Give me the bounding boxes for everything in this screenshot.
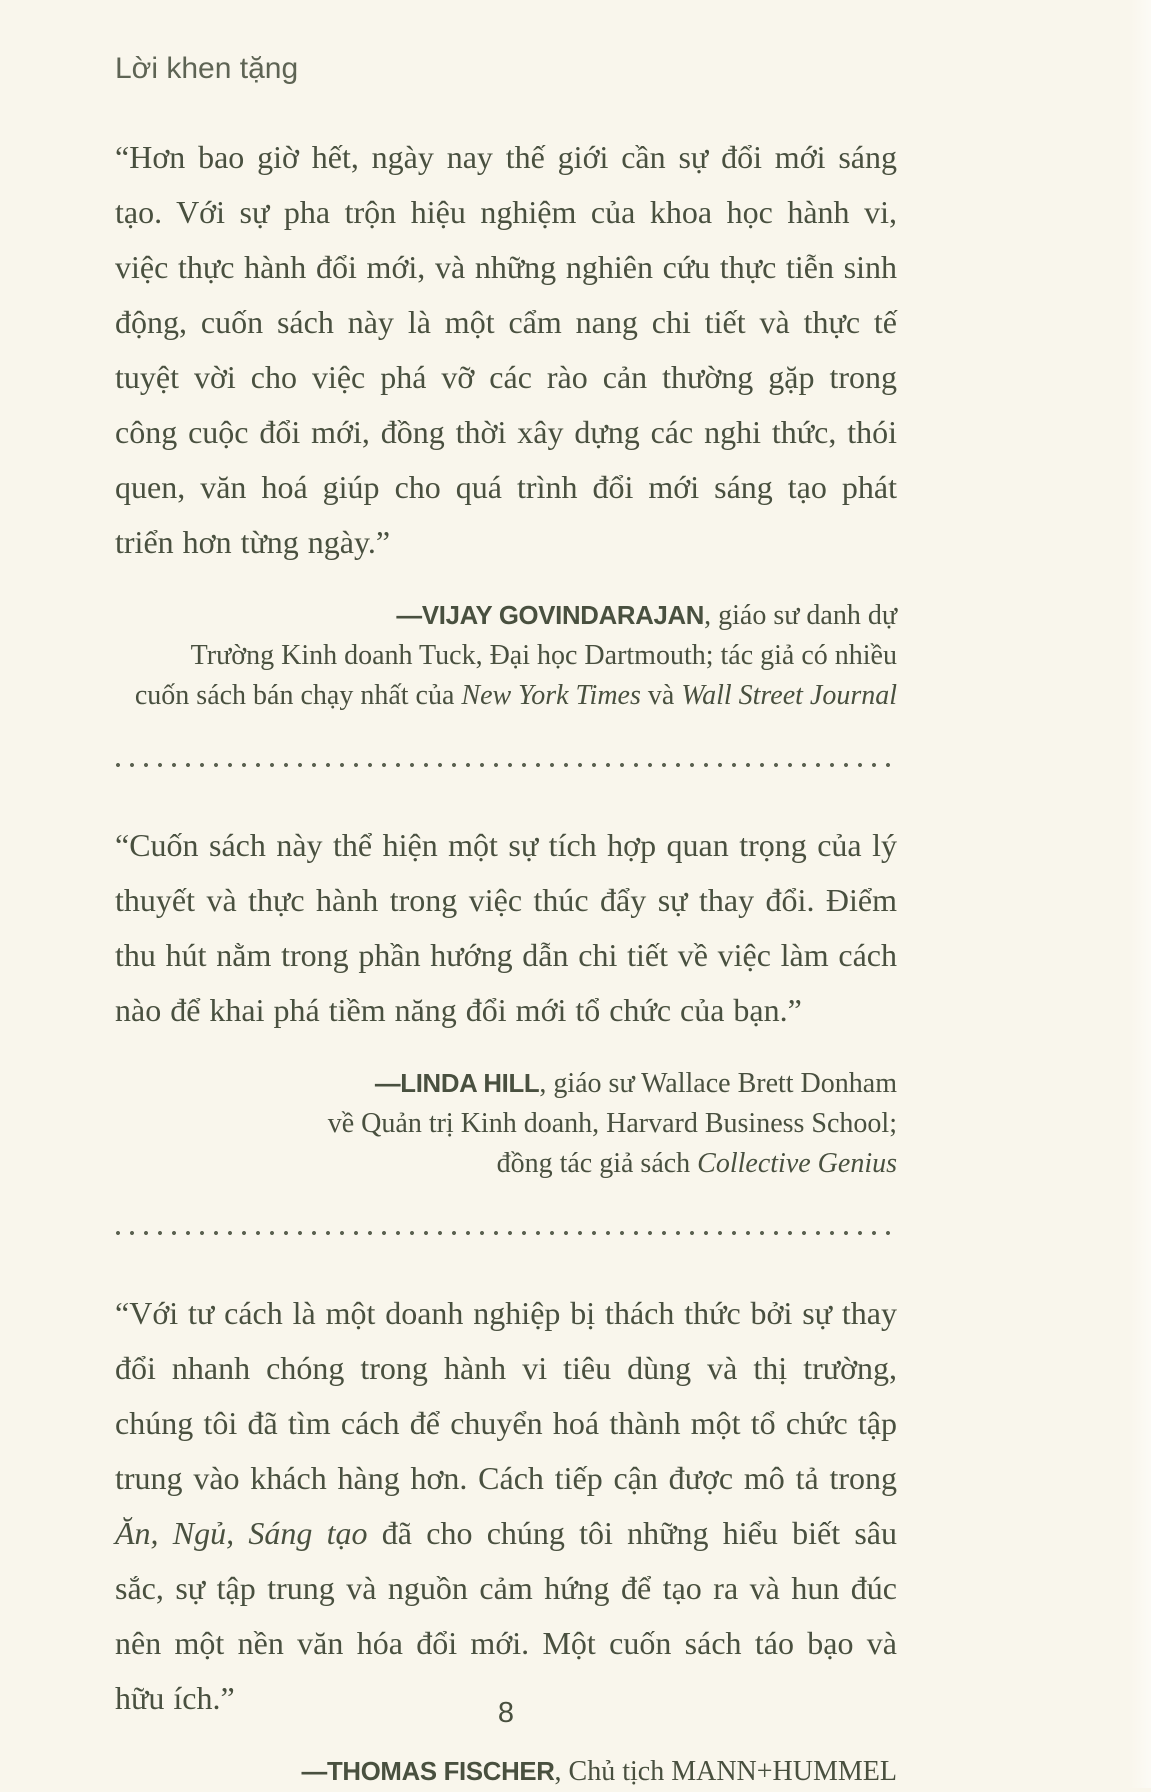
attribution-line xyxy=(115,596,897,636)
page-number: 8 xyxy=(497,1697,515,1729)
dotted-separator xyxy=(115,762,897,768)
attribution-line xyxy=(115,1144,897,1184)
text-segment: Collective Genius xyxy=(697,1148,897,1179)
attribution-line xyxy=(115,1104,897,1144)
attribution-line xyxy=(115,676,897,716)
text-segment: đồng tác giả sách xyxy=(496,1148,698,1179)
text-segment: —VIJAY GOVINDARAJAN xyxy=(396,602,705,630)
quote-text-1 xyxy=(115,130,897,570)
text-segment: , giáo sư Wallace Brett Donham xyxy=(539,1068,897,1099)
text-segment: , Chủ tịch MANN+HUMMEL xyxy=(554,1756,897,1787)
attribution-line xyxy=(115,1064,897,1104)
text-segment: , giáo sư danh dự xyxy=(704,600,897,631)
text-segment: cuốn sách bán chạy nhất của xyxy=(134,680,462,711)
text-segment: Trường Kinh doanh Tuck, Đại học Dartmouth; tác giả có nhiều xyxy=(190,640,897,671)
text-segment: và xyxy=(640,680,682,711)
text-segment: về Quản trị Kinh doanh, Harvard Business School; xyxy=(327,1108,897,1139)
quote-text-3 xyxy=(115,1286,897,1726)
attribution-line xyxy=(115,636,897,676)
text-segment: “Với tư cách là một doanh nghiệp bị thách thức bởi sự thay đổi nhanh chóng trong hành vi tiêu dùng và thị trường, chúng tôi đã tìm cách để chuyển hoá thành một tổ chức tập trung vào khách hàng hơn. Cách tiếp cận được mô tả trong xyxy=(115,1295,897,1496)
attribution-line xyxy=(115,1752,897,1792)
text-segment: “Cuốn sách này thể hiện một sự tích hợp quan trọng của lý thuyết và thực hành trong việc thúc đẩy sự thay đổi. Điểm thu hút nằm trong phần hướng dẫn chi tiết về việc làm cách nào để khai phá tiềm năng đổi mới tổ chức của bạn.” xyxy=(115,827,897,1028)
dotted-separator xyxy=(115,1230,897,1236)
testimonial-block-2 xyxy=(115,818,897,1184)
text-segment: “Hơn bao giờ hết, ngày nay thế giới cần sự đổi mới sáng tạo. Với sự pha trộn hiệu nghiệm của khoa học hành vi, việc thực hành đổi mới, và những nghiên cứu thực tiễn sinh động, cuốn sách này là một cẩm nang chi tiết và thực tế tuyệt vời cho việc phá vỡ các rào cản thường gặp trong công cuộc đổi mới, đồng thời xây dựng các nghi thức, thói quen, văn hoá giúp cho quá trình đổi mới sáng tạo phát triển hơn từng ngày.” xyxy=(115,139,897,560)
quote-attribution-1 xyxy=(115,596,897,716)
running-header: Lời khen tặng xyxy=(115,52,299,85)
testimonial-block-1 xyxy=(115,130,897,716)
text-segment: Ăn, Ngủ, Sáng tạo xyxy=(115,1515,368,1551)
text-segment: Wall Street Journal xyxy=(681,680,897,711)
quote-text-2 xyxy=(115,818,897,1038)
text-segment: New York Times xyxy=(461,680,641,711)
quote-attribution-3 xyxy=(115,1752,897,1792)
text-segment: —LINDA HILL xyxy=(374,1070,540,1098)
text-segment: đã cho chúng tôi những hiểu biết sâu sắc, sự tập trung và nguồn cảm hứng để tạo ra và hun đúc nên một nền văn hóa đổi mới. Một cuốn sách táo bạo và hữu ích.” xyxy=(115,1515,897,1716)
text-segment: —THOMAS FISCHER xyxy=(301,1758,555,1786)
page-content xyxy=(115,0,897,1792)
page-edge-highlight xyxy=(1129,0,1151,1788)
quote-attribution-2 xyxy=(115,1064,897,1184)
